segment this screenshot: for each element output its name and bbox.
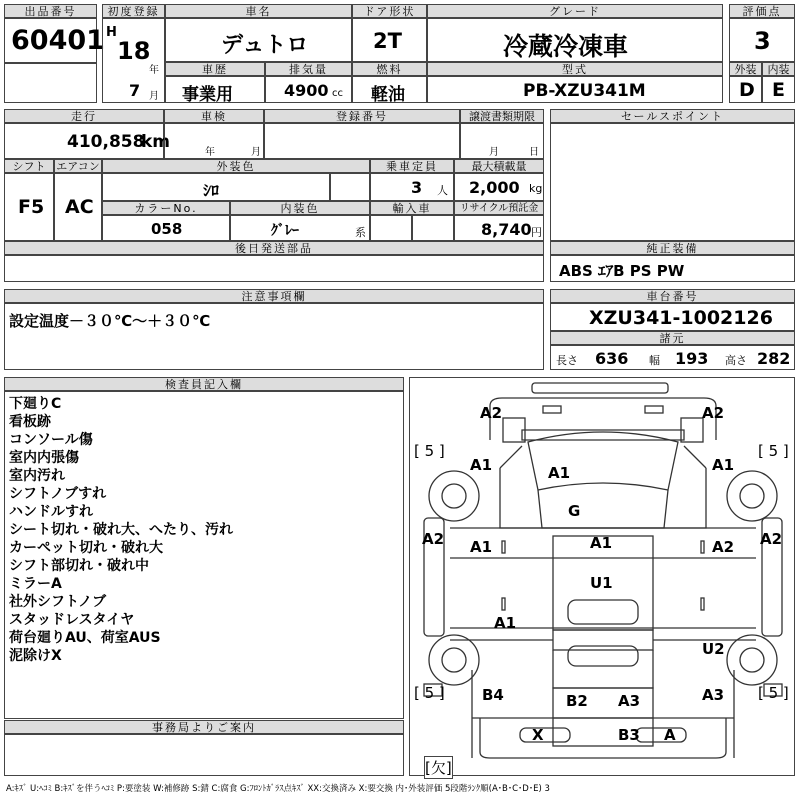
score-cell — [729, 18, 795, 62]
lot-number: 60401 — [11, 25, 105, 56]
name-cell — [165, 18, 352, 62]
car-name: デュトロ — [221, 33, 309, 58]
chassis-label: 車台番号 — [550, 289, 795, 303]
inspector-note: ミラーA — [9, 576, 62, 592]
recycle-label: リサイクル預託金 — [454, 201, 544, 215]
length: 636 — [595, 349, 629, 368]
length-label: 長さ — [556, 354, 578, 367]
equipment: ABS ｴｱB PS PW — [559, 262, 685, 280]
door-cell — [352, 18, 427, 62]
transfer-cell — [460, 123, 544, 159]
height-label: 高さ — [725, 354, 747, 367]
recycle-cell — [454, 215, 544, 241]
width: 193 — [675, 349, 709, 368]
colorno-cell — [102, 215, 230, 241]
lot-label: 出品番号 — [4, 4, 97, 18]
inspector-note: 下廻りC — [9, 396, 62, 412]
capacity-label: 乗車定員 — [370, 159, 454, 173]
model: PB-XZU341M — [523, 81, 646, 101]
recycle-fee: 8,740 — [481, 220, 532, 239]
damage-a1-door-left: A1 — [470, 538, 493, 556]
grade: 冷蔵冷凍車 — [503, 32, 629, 61]
colorno-label: カラーNo. — [102, 201, 230, 215]
inspector-notes — [4, 391, 404, 719]
color-cell — [102, 173, 330, 201]
body-color: ｼﾛ — [203, 181, 220, 200]
height: 282 — [757, 349, 791, 368]
fuel-cell — [352, 76, 427, 103]
damage-a3-center: A3 — [618, 692, 641, 710]
delivery-label: 後日発送部品 — [4, 241, 544, 255]
ac-label: エアコン — [54, 159, 102, 173]
damage-b4: B4 — [482, 686, 504, 704]
inspector-note: 荷台廻りAU、荷室AUS — [9, 630, 161, 646]
interior-unit: 系 — [355, 226, 366, 239]
ext-cell — [729, 76, 762, 103]
inspector-note: 室内内張傷 — [9, 450, 79, 466]
inspection-cell — [164, 123, 264, 159]
damage-a2-side-left: A2 — [422, 530, 445, 548]
legend: A:ｷｽﾞ U:ﾍｺﾐ B:ｷｽﾞを伴うﾍｺﾐ P:要塗装 W:補修跡 S:錆 C:腐食 G:ﾌﾛﾝﾄｶﾞﾗｽ点ｷｽﾞ XX:交換済み X:要交換 内･外装評価 5段階ﾗﾝｸ順(A･B･C･D･E) 3 — [6, 784, 550, 794]
damage-a1-front-left: A1 — [470, 456, 493, 474]
damage-b2: B2 — [566, 692, 588, 710]
disp-label: 排気量 — [265, 62, 352, 76]
transfer-month-unit: 月 — [489, 147, 499, 158]
dims-cell — [550, 345, 795, 370]
load-label: 最大積載量 — [454, 159, 544, 173]
inspector-note: 室内汚れ — [9, 468, 65, 484]
inspector-note: ハンドルすれ — [9, 504, 93, 520]
month-unit: 月 — [149, 91, 159, 102]
mileage-unit: km — [141, 132, 171, 152]
color-number: 058 — [151, 220, 183, 238]
grade-cell — [427, 18, 723, 62]
shift: F5 — [18, 196, 45, 218]
import-label: 輸入車 — [370, 201, 454, 215]
door-label: ドア形状 — [352, 4, 427, 18]
mileage-label: 走行 — [4, 109, 164, 123]
history: 事業用 — [182, 85, 233, 105]
int-grade: E — [772, 79, 785, 101]
max-load: 2,000 — [469, 178, 520, 197]
inspector-note: シフト部切れ・破れ中 — [9, 558, 149, 574]
disp-cell — [265, 76, 352, 103]
damage-a2-door-right: A2 — [712, 538, 735, 556]
year-unit: 年 — [149, 65, 159, 76]
inspector-note: 看板跡 — [9, 414, 51, 430]
reg-year: 18 — [117, 37, 151, 65]
delivery-cell — [4, 255, 544, 282]
fuel: 軽油 — [371, 85, 405, 105]
tread-front-right: [ 5 ] — [758, 442, 789, 460]
reg-month: 7 — [129, 81, 141, 100]
inspector-note: カーペット切れ・破れ大 — [9, 540, 163, 556]
damage-a2-front-left: A2 — [480, 404, 503, 422]
capacity-cell — [370, 173, 454, 201]
score-label: 評価点 — [729, 4, 795, 18]
equip-cell — [550, 255, 795, 282]
chassis-cell — [550, 303, 795, 331]
name-label: 車名 — [165, 4, 352, 18]
inspector-note: シフトノブすれ — [9, 486, 107, 502]
damage-a3-right: A3 — [702, 686, 725, 704]
mileage: 410,858 — [67, 132, 145, 152]
damage-x: X — [532, 726, 544, 744]
tread-rear-left: [ 5 ] — [414, 684, 445, 702]
ext-label: 外装 — [729, 62, 762, 76]
caution-text: 設定温度－３０℃～＋３０℃ — [9, 312, 211, 330]
interior-label: 内装色 — [230, 201, 370, 215]
chassis-number: XZU341-1002126 — [589, 307, 773, 329]
mileage-cell — [4, 123, 171, 159]
regno-cell — [264, 123, 460, 159]
import-cell-1 — [370, 215, 412, 241]
grade-label: グレード — [427, 4, 723, 18]
transfer-label: 譲渡書類期限 — [460, 109, 544, 123]
door-type: 2T — [373, 29, 402, 53]
damage-b3: B3 — [618, 726, 640, 744]
recycle-unit: 円 — [531, 226, 542, 239]
fuel-label: 燃料 — [352, 62, 427, 76]
shift-cell — [4, 173, 54, 241]
aircon: AC — [65, 196, 94, 218]
sales-label: セールスポイント — [550, 109, 795, 123]
office-label: 事務局よりご案内 — [4, 720, 404, 734]
inspector-label: 検査員記入欄 — [4, 377, 404, 391]
inspector-note: 社外シフトノブ — [9, 594, 107, 610]
displacement: 4900 — [284, 81, 329, 100]
model-cell — [427, 76, 723, 103]
capacity: 3 — [411, 178, 423, 197]
import-cell-2 — [412, 215, 454, 241]
damage-u2: U2 — [702, 640, 725, 658]
ext-grade: D — [739, 79, 755, 101]
lot-blank — [4, 63, 97, 103]
disp-unit: cc — [332, 88, 343, 99]
damage-a1-rear-left: A1 — [494, 614, 517, 632]
damage-u1: U1 — [590, 574, 613, 592]
inspector-note: シート切れ・破れ大、へたり、汚れ — [9, 522, 233, 538]
load-cell — [454, 173, 544, 201]
damage-a2-side-right: A2 — [760, 530, 783, 548]
damage-a2-front-right: A2 — [702, 404, 725, 422]
damage-a1-front-right: A1 — [712, 456, 735, 474]
score: 3 — [754, 27, 771, 55]
first-reg-cell — [102, 18, 165, 103]
caution-cell — [4, 303, 544, 370]
int-label: 内装 — [762, 62, 795, 76]
first-reg-label: 初度登録 — [102, 4, 165, 18]
damage-glass-g: G — [568, 502, 581, 520]
insp-year-unit: 年 — [205, 147, 215, 158]
inspector-note: スタッドレスタイヤ — [9, 612, 135, 628]
notes-list — [9, 395, 233, 665]
interior-color: ｸﾞﾚｰ — [271, 223, 299, 239]
interior-cell — [230, 215, 370, 241]
history-cell — [165, 76, 265, 103]
equip-label: 純正装備 — [550, 241, 795, 255]
inspector-note: コンソール傷 — [9, 432, 93, 448]
sales-cell — [550, 123, 795, 241]
model-label: 型式 — [427, 62, 723, 76]
load-unit: kg — [529, 182, 543, 195]
tread-rear-right: [ 5 ] — [758, 684, 789, 702]
era: H — [106, 25, 117, 40]
office-cell — [4, 734, 404, 776]
damage-a1-top: A1 — [548, 464, 571, 482]
color-label: 外装色 — [102, 159, 370, 173]
damage-a-rear: A — [664, 726, 676, 744]
tread-front-left: [ 5 ] — [414, 442, 445, 460]
caution-label: 注意事項欄 — [4, 289, 544, 303]
damage-diagram — [409, 377, 795, 776]
missing-mark: [欠] — [424, 756, 453, 779]
history-label: 車歴 — [165, 62, 265, 76]
width-label: 幅 — [649, 354, 660, 367]
transfer-day-unit: 日 — [529, 147, 539, 158]
shift-label: シフト — [4, 159, 54, 173]
inspection-label: 車検 — [164, 109, 264, 123]
regno-label: 登録番号 — [264, 109, 460, 123]
color-blank — [330, 173, 370, 201]
ac-cell — [54, 173, 102, 241]
insp-month-unit: 月 — [251, 147, 261, 158]
dims-label: 諸元 — [550, 331, 795, 345]
damage-a1-center: A1 — [590, 534, 613, 552]
lot-cell — [4, 18, 105, 63]
int-cell — [762, 76, 795, 103]
inspector-note: 泥除けX — [9, 648, 62, 664]
capacity-unit: 人 — [437, 184, 448, 197]
